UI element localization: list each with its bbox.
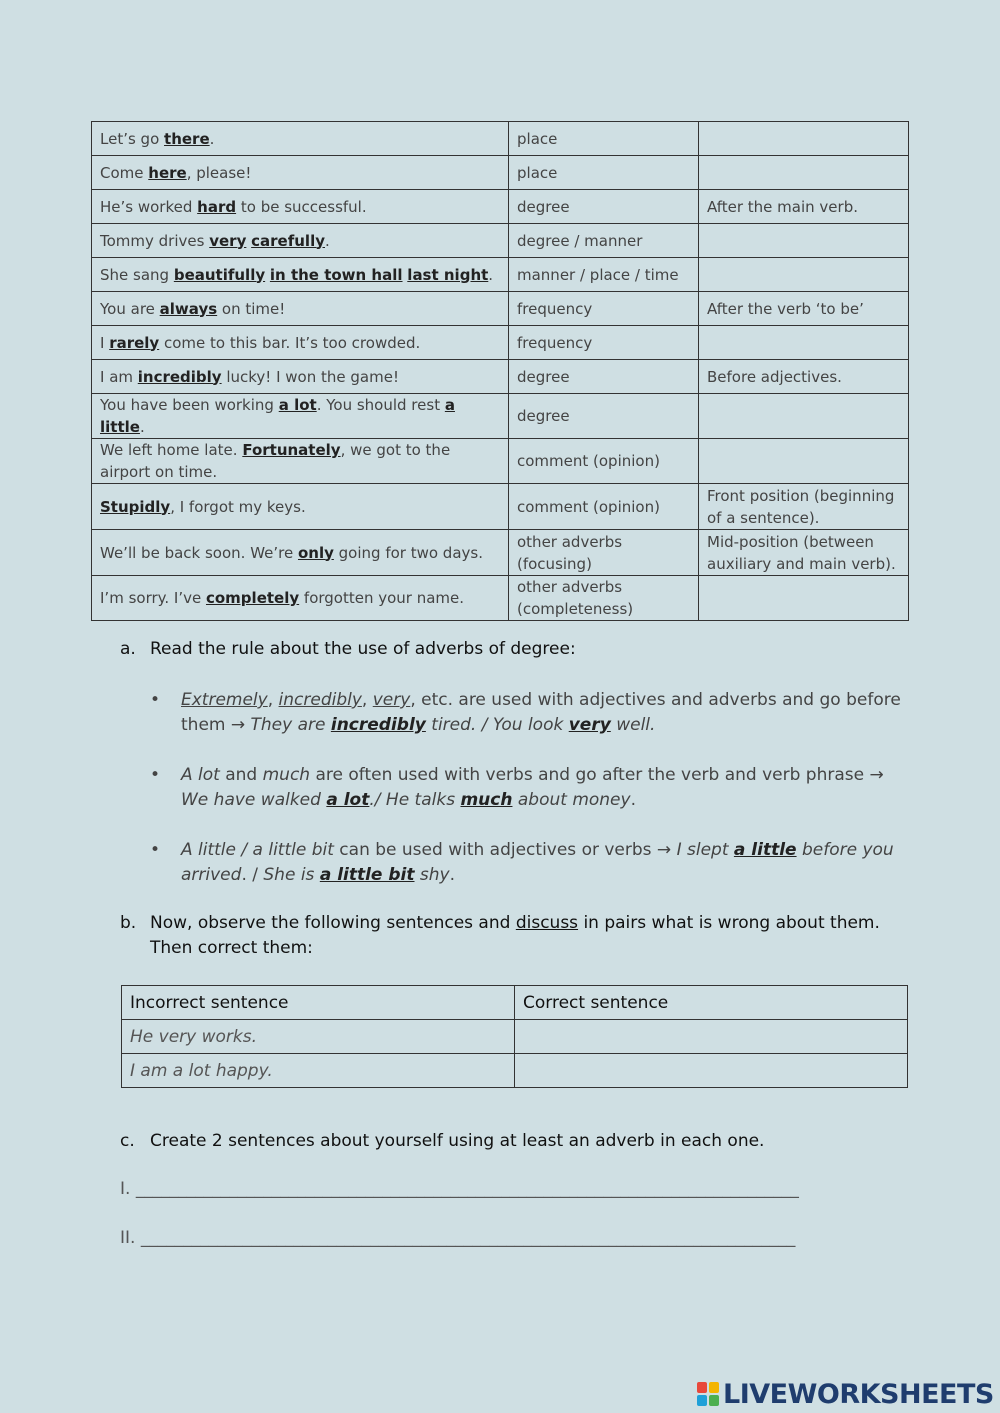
section-b-instructions: [150, 911, 905, 961]
text-segment: .: [449, 865, 456, 885]
answer-line-2[interactable]: II. _____________________________________________________________________________: [120, 1228, 796, 1248]
text-segment: I am: [100, 367, 138, 386]
text-segment: incredibly: [278, 690, 362, 710]
section-b-letter: b.: [120, 913, 137, 933]
table-row: [92, 292, 909, 326]
example-sentence: [92, 576, 509, 621]
example-sentence: [92, 122, 509, 156]
text-segment: We have walked: [181, 790, 327, 810]
section-a-title: Read the rule about the use of adverbs of degree:: [150, 639, 576, 659]
text-segment: , I forgot my keys.: [170, 497, 306, 516]
section-a-heading: [120, 637, 576, 662]
text-segment: A lot: [181, 765, 220, 785]
text-segment: → They are: [230, 715, 331, 735]
text-segment: . /: [241, 865, 264, 885]
text-segment: Tommy drives: [100, 231, 210, 250]
text-segment: about money: [512, 790, 631, 810]
rule-bullet: [150, 688, 910, 738]
table-row: [122, 1020, 908, 1054]
highlighted-adverb: Fortunately: [242, 441, 341, 459]
table-row: [92, 530, 909, 576]
highlighted-adverb: only: [297, 543, 334, 562]
highlighted-adverb: a little: [100, 396, 455, 436]
highlighted-adverb: rarely: [109, 333, 160, 352]
text-segment: are often used with verbs and go after the verb and verb phrase →: [310, 765, 884, 785]
highlighted-adverb: a lot: [278, 396, 317, 414]
table-row: [92, 326, 909, 360]
adverb-type: place: [509, 122, 699, 156]
header-correct: Correct sentence: [515, 986, 908, 1020]
text-segment: .: [630, 790, 636, 810]
text-segment: shy: [414, 865, 450, 885]
text-segment: .: [209, 129, 215, 148]
highlighted-adverb: much: [460, 790, 513, 810]
table-row: [92, 576, 909, 621]
text-segment: can be used with adjectives or verbs →: [333, 840, 677, 860]
table-row: [92, 190, 909, 224]
highlighted-adverb: beautifully: [173, 265, 266, 284]
adverb-type: degree: [509, 360, 699, 394]
highlighted-adverb: always: [159, 299, 218, 318]
logo-text: LIVEWORKSHEETS: [723, 1378, 994, 1410]
adverbs-table: [91, 121, 909, 621]
section-a-letter: a.: [120, 639, 136, 659]
adverb-type: degree / manner: [509, 224, 699, 258]
example-sentence: [92, 326, 509, 360]
correction-table: [121, 985, 908, 1088]
incorrect-sentence: I am a lot happy.: [122, 1054, 515, 1088]
text-segment: , please!: [186, 163, 252, 182]
text-segment: I’m sorry. I’ve: [100, 589, 206, 607]
section-c-heading: [120, 1129, 764, 1154]
text-segment: tired. / You look: [425, 715, 569, 735]
section-c-title: Create 2 sentences about yourself using at least an adverb in each one.: [150, 1131, 765, 1151]
adverb-type: degree: [509, 190, 699, 224]
text-segment: forgotten your name.: [299, 589, 465, 607]
section-b-heading: [120, 911, 910, 961]
rule-bullet: [150, 838, 910, 888]
text-segment: lucky! I won the game!: [221, 367, 399, 386]
adverb-type: other adverbs (completeness): [509, 576, 699, 621]
highlighted-adverb: incredibly: [330, 715, 426, 735]
highlighted-adverb: a little bit: [319, 865, 415, 885]
table-row: [92, 394, 909, 439]
example-sentence: [92, 258, 509, 292]
position-note: [699, 258, 909, 292]
highlighted-adverb: hard: [197, 197, 237, 216]
bullet-dot-icon: •: [150, 840, 161, 860]
text-segment: .: [139, 418, 145, 436]
text-segment: .: [325, 231, 330, 250]
highlighted-adverb: last night: [407, 265, 489, 284]
position-note: [699, 156, 909, 190]
text-segment: come to this bar. It’s too crowded.: [159, 333, 421, 352]
text-segment: Now, observe the following sentences and: [150, 913, 516, 933]
logo-mark-icon: [697, 1382, 719, 1406]
text-segment: to be successful.: [236, 197, 367, 216]
position-note: [699, 224, 909, 258]
bullet-dot-icon: •: [150, 765, 161, 785]
text-segment: before you arrived: [181, 840, 894, 885]
text-segment: She is: [263, 865, 320, 885]
header-incorrect: Incorrect sentence: [122, 986, 515, 1020]
position-note: Before adjectives.: [699, 360, 909, 394]
table-row: [92, 484, 909, 530]
highlighted-adverb: very: [568, 715, 611, 735]
text-segment: ,: [361, 690, 373, 710]
position-note: [699, 576, 909, 621]
example-sentence: [92, 190, 509, 224]
text-segment: , we got to the airport on time.: [100, 441, 451, 481]
text-segment: A little / a little bit: [181, 840, 334, 860]
text-segment: She sang: [100, 265, 174, 284]
adverb-type: frequency: [509, 326, 699, 360]
example-sentence: [92, 292, 509, 326]
highlighted-adverb: Stupidly: [100, 497, 171, 516]
liveworksheets-logo: [697, 1376, 994, 1412]
highlighted-adverb: a lot: [326, 790, 370, 810]
highlighted-adverb: in the town hall: [269, 265, 403, 284]
section-c-letter: c.: [120, 1131, 135, 1151]
table-row: [92, 224, 909, 258]
text-segment: , etc. are used with adjectives and adverbs and go before them: [181, 690, 901, 735]
text-segment: Extremely: [181, 690, 268, 710]
bullet-dot-icon: •: [150, 690, 161, 710]
highlighted-adverb: carefully: [251, 231, 325, 250]
highlighted-adverb: there: [164, 129, 210, 148]
example-sentence: [92, 224, 509, 258]
position-note: Front position (beginning of a sentence).: [699, 484, 909, 530]
adverb-type: other adverbs (focusing): [509, 530, 699, 576]
table-row: [92, 156, 909, 190]
text-segment: You have been working: [100, 396, 279, 414]
example-sentence: [92, 530, 509, 576]
correct-sentence-field[interactable]: [515, 1054, 908, 1088]
table-row: [92, 439, 909, 484]
text-segment: in pairs what is wrong about them. Then correct them:: [150, 913, 880, 958]
table-row: [92, 360, 909, 394]
text-segment: very: [372, 690, 411, 710]
text-segment: He’s worked: [100, 197, 198, 216]
highlighted-adverb: completely: [205, 589, 300, 607]
text-segment: . You should rest: [316, 396, 445, 414]
text-segment: .: [488, 265, 494, 284]
adverb-type: degree: [509, 394, 699, 439]
text-segment: I: [100, 333, 110, 352]
highlighted-adverb: here: [148, 163, 187, 182]
example-sentence: [92, 439, 509, 484]
text-segment: well.: [610, 715, 656, 735]
position-note: After the verb ‘to be’: [699, 292, 909, 326]
highlighted-adverb: incredibly: [137, 367, 222, 386]
example-sentence: [92, 394, 509, 439]
adverb-type: place: [509, 156, 699, 190]
position-note: [699, 439, 909, 484]
example-sentence: [92, 484, 509, 530]
position-note: [699, 122, 909, 156]
adverb-type: comment (opinion): [509, 484, 699, 530]
example-sentence: [92, 156, 509, 190]
adverb-type: frequency: [509, 292, 699, 326]
position-note: [699, 326, 909, 360]
text-segment: Come: [100, 163, 149, 182]
correct-sentence-field[interactable]: [515, 1020, 908, 1054]
text-segment: ./ He talks: [369, 790, 461, 810]
position-note: Mid-position (between auxiliary and main verb).: [699, 530, 909, 576]
table-row: [122, 1054, 908, 1088]
text-segment: I slept: [676, 840, 734, 860]
text-segment: You are: [100, 299, 160, 318]
answer-line-1[interactable]: I. ______________________________________________________________________________: [120, 1179, 799, 1199]
example-sentence: [92, 360, 509, 394]
text-segment: and: [219, 765, 263, 785]
position-note: [699, 394, 909, 439]
text-segment: on time!: [217, 299, 286, 318]
text-segment: much: [262, 765, 311, 785]
highlighted-adverb: a little: [733, 840, 797, 860]
position-note: After the main verb.: [699, 190, 909, 224]
text-segment: We left home late.: [100, 441, 243, 459]
text-segment: going for two days.: [333, 543, 483, 562]
table-row: [92, 122, 909, 156]
adverb-type: comment (opinion): [509, 439, 699, 484]
adverb-type: manner / place / time: [509, 258, 699, 292]
text-segment: Let’s go: [100, 129, 165, 148]
correction-table-header: [122, 986, 908, 1020]
rule-bullet-list: [150, 688, 910, 913]
incorrect-sentence: He very works.: [122, 1020, 515, 1054]
text-segment: We’ll be back soon. We’re: [100, 543, 298, 562]
text-segment: discuss: [515, 913, 579, 933]
table-row: [92, 258, 909, 292]
rule-bullet: [150, 763, 910, 813]
text-segment: ,: [267, 690, 279, 710]
highlighted-adverb: very: [209, 231, 247, 250]
